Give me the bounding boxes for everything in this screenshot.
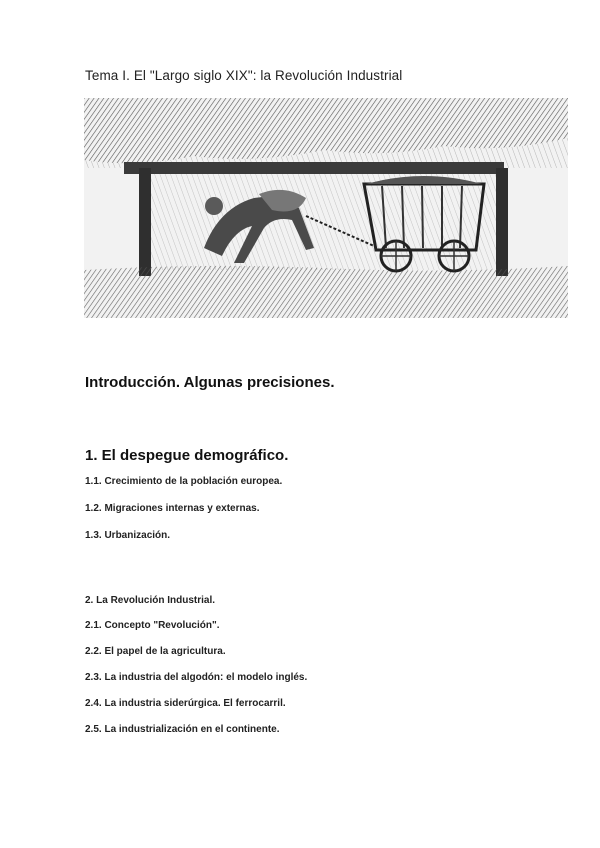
engraving-illustration [84, 98, 568, 318]
section1-item: 1.2. Migraciones internas y externas. [85, 503, 260, 514]
intro-heading: Introducción. Algunas precisiones. [85, 374, 335, 391]
section2-item: 2.2. El papel de la agricultura. [85, 646, 226, 657]
mine-engraving-image [84, 98, 568, 318]
section2-item: 2.1. Concepto "Revolución". [85, 620, 220, 631]
section1-item: 1.3. Urbanización. [85, 530, 171, 541]
section1-item: 1.1. Crecimiento de la población europea. [85, 476, 283, 487]
section2-item: 2.3. La industria del algodón: el modelo inglés. [85, 672, 308, 683]
section1-heading: 1. El despegue demográfico. [85, 447, 289, 464]
section2-item: 2.4. La industria siderúrgica. El ferrocarril. [85, 698, 286, 709]
section2-heading: 2. La Revolución Industrial. [85, 595, 216, 606]
section2-item: 2.5. La industrialización en el continente. [85, 724, 280, 735]
document-title: Tema I. El "Largo siglo XIX": la Revolución Industrial [85, 68, 403, 83]
